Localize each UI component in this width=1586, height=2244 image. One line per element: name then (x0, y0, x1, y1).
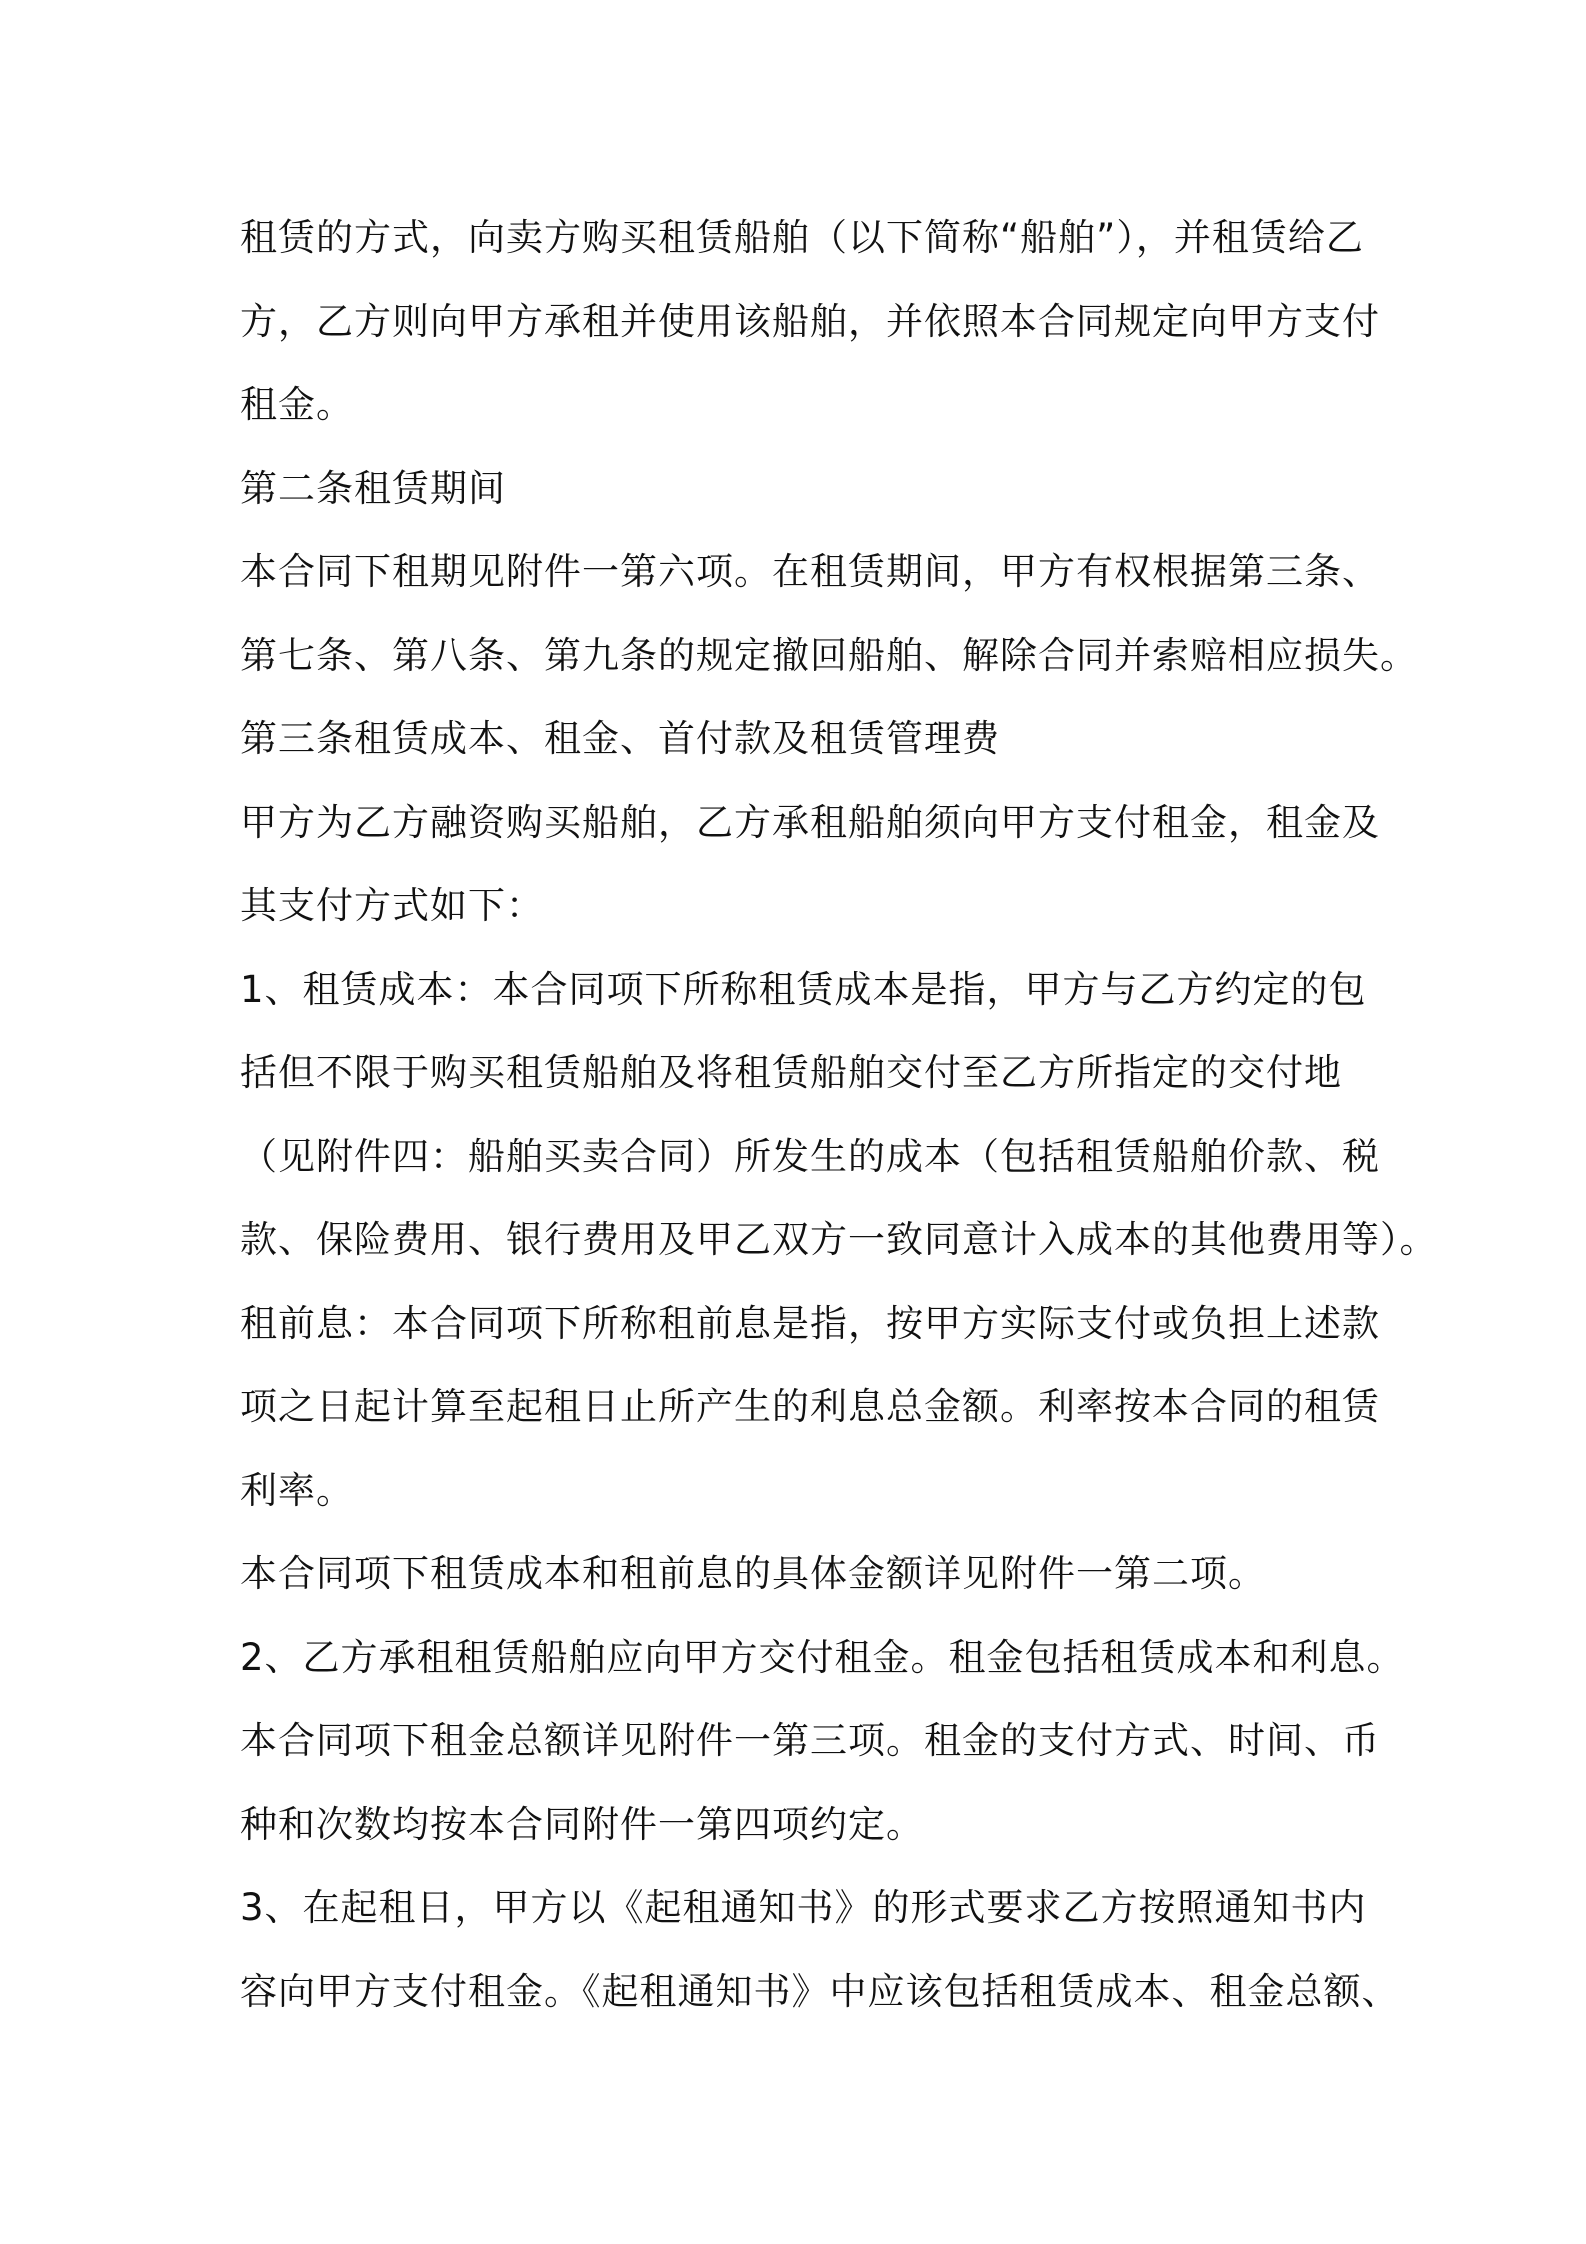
text-line: 2、乙方承租租赁船舶应向甲方交付租金。租金包括租赁成本和利息。 (240, 1635, 1405, 1679)
text-line: 第七条、第八条、第九条的规定撤回船舶、解除合同并索赔相应损失。 (240, 633, 1418, 677)
text-line: （见附件四：船舶买卖合同）所发生的成本（包括租赁船舶价款、税 (240, 1134, 1380, 1178)
text-line: 利率。 (240, 1468, 354, 1512)
text-line: 租金。 (240, 383, 354, 426)
text-line: 其支付方式如下： (240, 884, 544, 927)
text-line: 租赁的方式，向卖方购买租赁船舶（以下简称“船舶”），并租赁给乙 (240, 216, 1364, 259)
contract-body-text (240, 196, 1438, 2033)
text-line: 3、在起租日，甲方以《起租通知书》的形式要求乙方按照通知书内 (240, 1886, 1367, 1929)
text-line: 种和次数均按本合同附件一第四项约定。 (240, 1802, 924, 1846)
text-line: 甲方为乙方融资购买船舶，乙方承租船舶须向甲方支付租金，租金及 (240, 800, 1380, 844)
text-line: 方，乙方则向甲方承租并使用该船舶，并依照本合同规定向甲方支付 (240, 299, 1380, 343)
text-line: 容向甲方支付租金。《起租通知书》中应该包括租赁成本、租金总额、 (240, 1969, 1400, 2013)
text-line: 本合同项下租金总额详见附件一第三项。租金的支付方式、时间、币 (240, 1719, 1380, 1762)
text-line: 括但不限于购买租赁船舶及将租赁船舶交付至乙方所指定的交付地 (240, 1051, 1342, 1094)
section-heading: 第三条租赁成本、租金、首付款及租赁管理费 (240, 717, 1000, 760)
section-heading: 第二条租赁期间 (240, 466, 506, 510)
text-line: 项之日起计算至起租日止所产生的利息总金额。利率按本合同的租赁 (240, 1385, 1380, 1428)
text-line: 租前息：本合同项下所称租前息是指，按甲方实际支付或负担上述款 (240, 1301, 1380, 1345)
text-line: 本合同项下租赁成本和租前息的具体金额详见附件一第二项。 (240, 1552, 1266, 1595)
text-line: 1、租赁成本：本合同项下所称租赁成本是指，甲方与乙方约定的包 (240, 967, 1367, 1011)
text-line: 款、保险费用、银行费用及甲乙双方一致同意计入成本的其他费用等）。 (240, 1218, 1438, 1261)
text-line: 本合同下租期见附件一第六项。在租赁期间，甲方有权根据第三条、 (240, 550, 1380, 593)
